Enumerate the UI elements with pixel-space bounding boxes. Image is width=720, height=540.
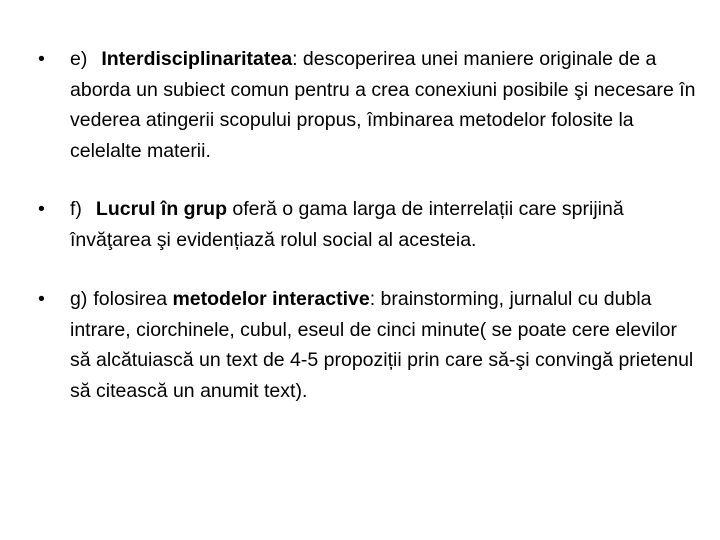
bullet-letter: g) (70, 288, 88, 310)
bullet-text: oferă o gama larga de interrelații care sprijină învăţarea şi evidențiază rolul social al acesteia. (70, 198, 624, 251)
bold-term: Lucrul în grup (95, 198, 227, 220)
bullet-item-g (38, 284, 698, 406)
bold-term: Interdisciplinaritatea (101, 48, 293, 70)
bullet-list (38, 44, 698, 434)
bullet-text: : brainstorming, jurnalul cu dubla intrare, ciorchinele, cubul, eseul de cinci minute( se poate cere elevilor să alcătuiască un text de 4-5 propoziții prin care să-şi convingă prietenul să citească un anumit text). (70, 288, 694, 402)
bullet-marker: • (38, 288, 45, 310)
bullet-pre-text: folosirea (93, 288, 173, 310)
bullet-item-e (38, 44, 698, 166)
bullet-letter: e) (70, 48, 88, 70)
bullet-marker: • (38, 198, 45, 220)
bullet-letter: f) (70, 198, 82, 220)
bullet-item-f (38, 194, 698, 255)
bullet-marker: • (38, 48, 45, 70)
bullet-text: : descoperirea unei maniere originale de a aborda un subiect comun pentru a crea conexiuni posibile şi necesare în vederea atingerii scopului propus, îmbinarea metodelor folosite la celelalte materii. (70, 48, 696, 162)
bold-term: metodelor interactive (172, 288, 370, 310)
